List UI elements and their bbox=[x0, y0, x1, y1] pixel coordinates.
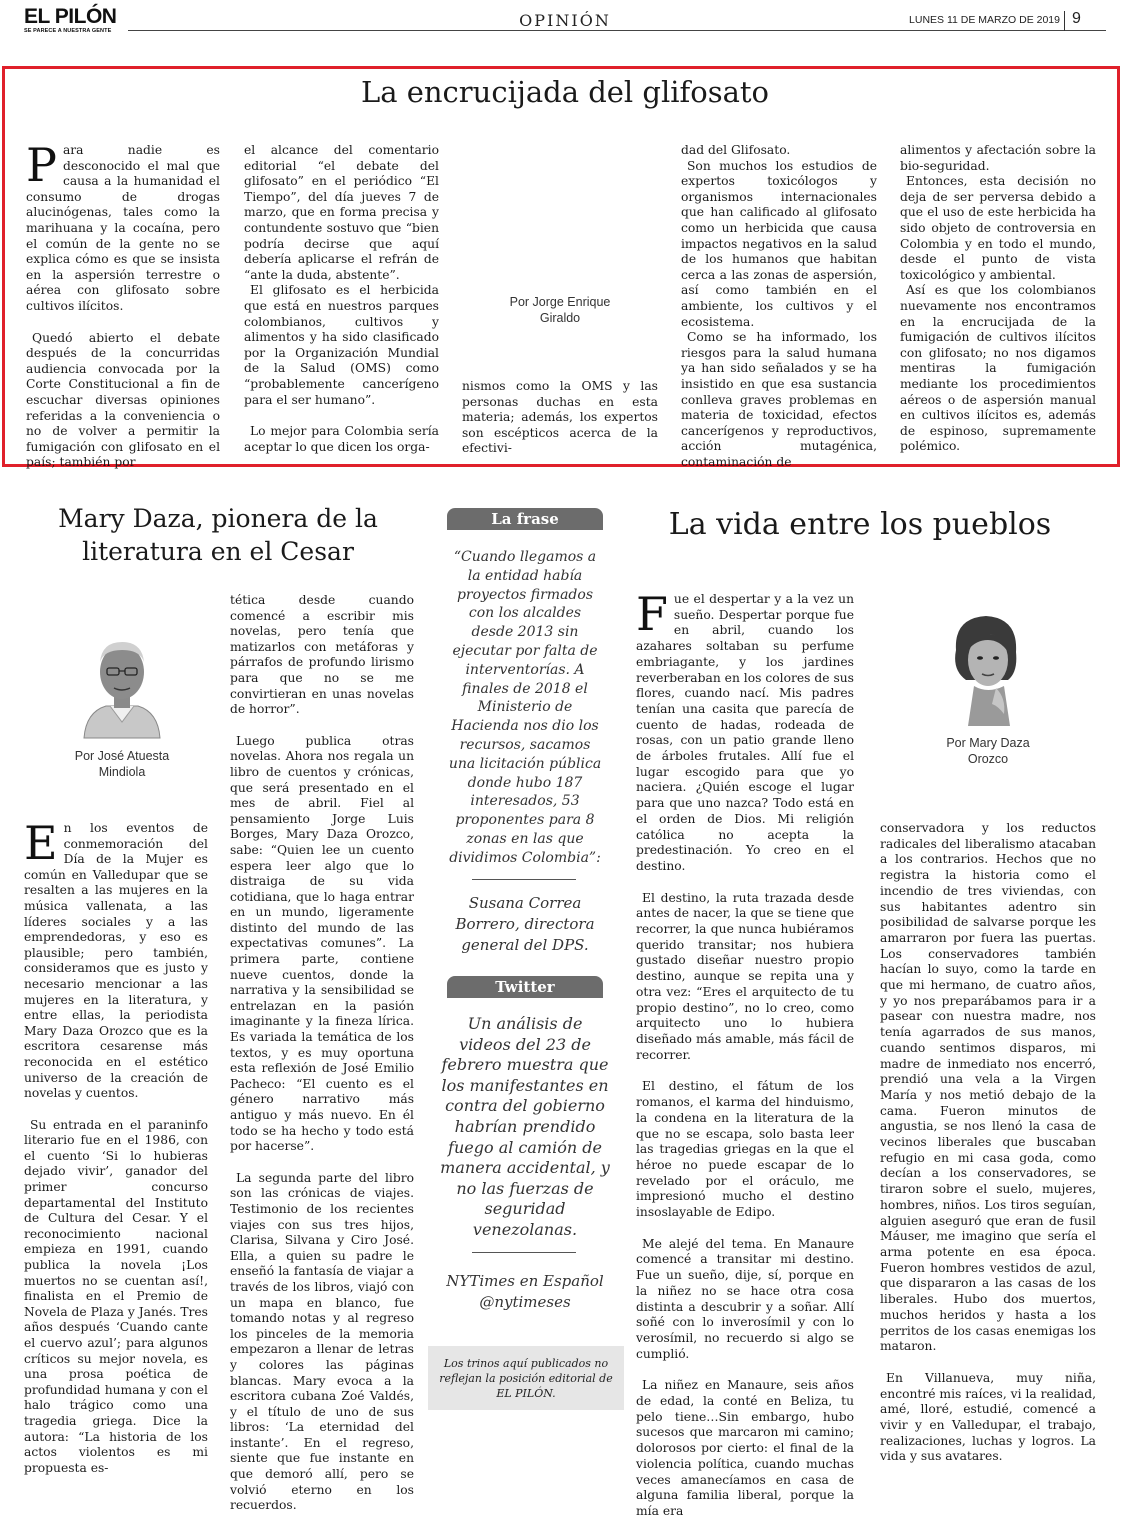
logo-slogan: SE PARECE A NUESTRA GENTE bbox=[24, 28, 112, 34]
article2-col2-p2: Luego publica otras novelas. Ahora nos regala un libro de cuentos y crónicas, que será presentado en el mes de abril. Fiel al pensamiento Jorge Luis Borges, Mary Daza Orozco, sabe: “Quien lee un cuento espera leer algo que lo distraiga de su vida cotidiana, que lo haga entrar en un mundo, ligeramente distinto del mundo de las expectativas comunes”. La primera parte, contiene nueve cuentos, donde la narrativa y la sensibilidad se entrelazan en la pasión imaginante y la fineza lírica. Es variada la temática de los textos, y es muy oportuna esta reflexión de José Emilio Pacheco: “El cuento es el género narrativo más antiguo y más nuevo. En él todo se ha hecho y todo está por hacerse”. bbox=[230, 733, 414, 1154]
article1-col2-p3: Lo mejor para Colombia sería aceptar lo que dicen los orga- bbox=[244, 424, 439, 454]
article1-col2 bbox=[244, 143, 439, 455]
article2-col2-p3: La segunda parte del libro son las crónicas de viajes. Testimonio de los recientes viajes con sus tres hijos, Clarisa, Silvana y Ciro José. Ella, a quien su padre le enseñó la fantasía de viajar a través de los libros, viajó con un mapa en blanco, fue tomando notas y al regreso los pinceles de la memoria empezaron a llenar de letras y colores las páginas blancas. Mary evoca a la escritora cubana Zoé Valdés, y el título de uno de sus libros: ‘La eternidad del instante’. En el regreso, siente que fue instante en que demoró allí, pero se volvió eterno en los recuerdos. bbox=[230, 1170, 414, 1513]
masthead-logo bbox=[24, 6, 134, 35]
article1-col4 bbox=[681, 143, 877, 470]
article3-col2-p2: En Villanueva, muy niña, encontré mis raíces, vi la realidad, amé, lloré, estudié, comencé a vivir y en Valledupar, el trabajo, realizaciones, luchas y logros. La vida y sus avatares. bbox=[880, 1370, 1096, 1464]
portrait-man-icon bbox=[80, 630, 164, 738]
article3-col1 bbox=[636, 587, 854, 1520]
article3-dropcap: F bbox=[636, 587, 668, 641]
article1-dropcap: P bbox=[26, 138, 57, 192]
article2-byline-line2: Mindiola bbox=[98, 765, 146, 779]
header-rule bbox=[128, 30, 1106, 31]
article3-col2-p1: conservadora y los reductos radicales del liberalismo atacaban a los contrarios. Hechos que no registra la historia como el incendio de tres viviendas, con sus habitantes adentro sin posibilidad de salvarse porque les amarraron por fuera las puertas. Los conservadores también hacían lo suyo, como la tarde en que mi hermano, de cuatro años, y yo nos preparábamos para ir a pasear con nuestra madre, nos tenía agarrados de sus manos, cuando sentimos disparos, mi madre de inmediato nos encerró, prendió una vela a la Virgen María y nos metió debajo de la cama. Fueron minutos de angustia, se nos llenó la casa de vecinos liberales que buscaban refugio en mi casa goda, como decían a los conservadores, se tiraron sobre el suelo, mujeres, hombres, niños. Los tiros seguían, alguien aseguró que eran de fusil Máuser, me imagino que sería el arma potente en esa época. Fueron hombres vestidos de azul, que dispararon a las casas de los liberales. Hubo dos muertos, muchos heridos y hasta a los perritos de los casas enemigas los mataron. bbox=[880, 821, 1096, 1354]
article2-col1-p1: n los eventos de conmemoración del Día de la Mujer es común en Valledupar que se resalten a las mujeres en la música vallenata, a las líderes sociales y a las emprendedoras, y eso es plausible; pero también, consideramos que es justo y necesario mencionar a las mujeres en la literatura, y entre ellas, la periodista Mary Daza Orozco que es la escritora cesarense más reconocida en el estético universo de la creación de novelas y cuentos. bbox=[24, 821, 208, 1101]
article1-byline-line2: Giraldo bbox=[539, 311, 581, 325]
article2-dropcap: E bbox=[24, 816, 58, 870]
article2-col1-p2: Su entrada en el paraninfo literario fue en el 1986, con el cuento ‘Si lo hubieras dejado vivir’, ganador del primer concurso departamental del Instituto de Cultura del Cesar. Y el reconocimiento nacional empieza en 1991, cuando publica la novela ¡Los muertos no se cuentan así!, finalista en el Premio de Novela de Plaza y Janés. Tres años después ‘Cuando cante el cuervo azul’; para algunos críticos su mejor novela, es una prosa poética de profundidad humana y con el halo trágico como una tragedia griega. Dice la autora: “La historia de los actos violentos es mi propuesta es- bbox=[24, 1117, 208, 1475]
article3-col1-p3: El destino, el fátum de los romanos, el karma del hinduismo, la condena en la literatura de la que no se escapa, solo basta leer las tragedias griegas en la que el héroe no puede escapar de lo revelado por el oráculo, me impresionó mucho el destino insoslayable de Edipo. bbox=[636, 1079, 854, 1220]
article1-col3 bbox=[462, 379, 658, 457]
twitter-text: Un análisis de videos del 23 de febrero muestra que los manifestantes en contra del gobierno habrían prendido fuego al camión de manera accidental, y no las fuerzas de seguridad venezolanas. bbox=[440, 1014, 610, 1239]
article1-col3-p1: nismos como la OMS y las personas duchas en esta materia; además, los expertos son escépticos acerca de la efectivi- bbox=[462, 379, 658, 456]
twitter-label: Twitter bbox=[447, 976, 603, 998]
section-label: OPINIÓN bbox=[519, 11, 611, 30]
article3-col1-p1: ue el despertar y a la vez un sueño. Despertar porque fue en abril, cuando los azahares soltaban su perfume embriagante, y los jardines reverberaban en los colores de sus flores, cuando nací. Mis padres tenían una casita que parecía de cuento de hadas, rodeada de rosas, con un patio grande lleno de árboles frutales. Allí fue el lugar escogido para que yo naciera. ¿Quién escoge el lugar para que uno nazca? Todo está en el orden de Dios. Mi religión católica no acepta la predestinación. Yo creo en el destino. bbox=[636, 592, 854, 873]
article1-byline-line1: Por Jorge Enrique bbox=[509, 295, 611, 309]
article2-col2-p1: tética desde cuando comencé a escribir mis novelas, pero tenía que matizarlos con metáforas y párrafos de profundo lirismo para que no se me convirtieran en unas novelas de horror”. bbox=[230, 593, 414, 717]
article2-col1 bbox=[24, 816, 208, 1476]
frase-rule bbox=[472, 879, 576, 880]
article1-col4-p3: Como se ha informado, los riesgos para la salud humana ya han sido señalados y se ha insistido en que esa sustancia conlleva graves problemas en materia de toxicidad, efectos cancerígenos y reproductivos, acción mutagénica, contaminación de bbox=[681, 330, 877, 469]
article2-byline-line1: Por José Atuesta bbox=[74, 749, 170, 763]
article3-title: La vida entre los pueblos bbox=[668, 507, 1052, 542]
article2-title-line2: literatura en el Cesar bbox=[82, 537, 354, 566]
article3-byline-line2: Orozco bbox=[967, 752, 1009, 766]
article1-col1-p2: Quedó abierto el debate después de la concurridas audiencia convocada por la Corte Constitucional a fin de escuchar diversas opiniones referidas a la conveniencia o no de volver a permitir la fumigación con glifosato en el país; también por bbox=[26, 330, 220, 470]
article2-title bbox=[28, 502, 408, 568]
article1-col2-p1: el alcance del comentario editorial “el debate del glifosato” en el periódico “El Tiempo”, del día jueves 7 de marzo, que en forma precisa y contundente sostuvo que “bien podría decirse que aquí debería aplicarse el refrán de “ante la duda, abstente”. bbox=[244, 143, 439, 282]
article3-col1-p5: La niñez en Manaure, seis años de edad, la conté en Beliza, tu pelo tiene…Sin embargo, hubo sucesos que marcaron mi camino; dolorosos por cierto: el final de la violencia política, cuando muchas veces amanecíamos en casa de alguna familia liberal, porque la mía era bbox=[636, 1378, 854, 1518]
frase-author: Susana Correa Borrero, directora general del DPS. bbox=[455, 894, 595, 954]
issue-date: LUNES 11 DE MARZO DE 2019 bbox=[909, 14, 1060, 26]
twitter-source: NYTimes en Español @nytimeses bbox=[446, 1272, 604, 1311]
article1-col1 bbox=[26, 138, 220, 471]
twitter-rule bbox=[472, 1252, 576, 1253]
article1-col2-p2: El glifosato es el herbicida que está en nuestros parques colombianos, cultivos y alimentos y ha sido clasificado por la Organización Mundial de la Salud (OMS) como “probablemente cancerígeno para el ser humano”. bbox=[244, 283, 439, 407]
frase-quote: “Cuando llegamos a la entidad había proyectos firmados con los alcaldes desde 2013 sin ejecutar por falta de interventorías. A finales de 2018 el Ministerio de Hacienda nos dio los recursos, sacamos una licitación pública donde hubo 187 interesados, 53 proponentes para 8 zonas en las que dividimos Colombia”: bbox=[448, 549, 602, 866]
article1-col5 bbox=[900, 143, 1096, 455]
article2-byline bbox=[40, 748, 204, 780]
article3-byline bbox=[914, 735, 1062, 767]
disclaimer: Los trinos aquí publicados no reflejan la posición editorial de EL PILÓN. bbox=[439, 1357, 613, 1400]
portrait-woman-icon bbox=[944, 610, 1026, 726]
page-number: 9 bbox=[1072, 10, 1081, 27]
article1-col4-p2: Son muchos los estudios de expertos toxicólogos y organismos internacionales que han calificado al glifosato como un herbicida que causa impactos negativos en la salud de los humanos que habitan cerca a las zonas de aspersión, así como también en el ambiente, los cultivos y el ecosistema. bbox=[681, 158, 877, 329]
article3-col1-p2: El destino, la ruta trazada desde antes de nacer, la que se tiene que recorrer, la que nunca hubiéramos querido transitar; nos hubiera gustado diseñar nuestro propio destino, aunque se repita una y otra vez: “Eres el arquitecto de tu propio destino”, no lo creo, como arquitecto uno lo hubiera diseñado más amable, más fácil de recorrer. bbox=[636, 890, 854, 1062]
article3-byline-line1: Por Mary Daza bbox=[946, 736, 1030, 750]
article1-col5-p1: alimentos y afectación sobre la bio-seguridad. bbox=[900, 143, 1096, 173]
article1-col5-p2: Entonces, esta decisión no deja de ser perversa debido a que el uso de este herbicida ha sido objeto de controversia en Colombia y en todo el mundo, desde el punto de vista toxicológico y ambiental. bbox=[900, 174, 1096, 282]
article3-col1-p4: Me alejé del tema. En Manaure comencé a transitar mi destino. Fue un sueño, dije, sí, porque en la niñez no se hace otra cosa distinta a descubrir y a soñar. Allí soñé con lo inverosímil y con lo verosímil, no recuerdo si algo se cumplió. bbox=[636, 1236, 854, 1361]
article1-title: La encrucijada del glifosato bbox=[360, 75, 770, 109]
article1-byline bbox=[462, 294, 658, 326]
article1-col5-p3: Así es que los colombianos nuevamente nos encontramos en la encrucijada de la fumigación de cultivos ilícitos con glifosato; no nos digamos mentiras la fumigación mediante los procedimientos aéreos o de aspersión manual en cultivos ilícitos es, además de espinoso, supremamente polémico. bbox=[900, 283, 1096, 454]
article1-col1-p1: ara nadie es desconocido el mal que causa a la humanidad el consumo de drogas alucinógenas, tales como la marihuana y la cocaína, pero el común de la gente no se explica cómo es que se insista en la aspersión terrestre o aérea con glifosato sobre cultivos ilícitos. bbox=[26, 143, 220, 313]
frase-label: La frase bbox=[447, 508, 603, 530]
article2-title-line1: Mary Daza, pionera de la bbox=[58, 504, 378, 533]
article2-col2 bbox=[230, 593, 414, 1514]
article1-col4-p1: dad del Glifosato. bbox=[681, 143, 791, 157]
article3-col2 bbox=[880, 821, 1096, 1465]
logo-text: EL PILÓN bbox=[24, 5, 117, 28]
page-separator bbox=[1064, 11, 1065, 31]
